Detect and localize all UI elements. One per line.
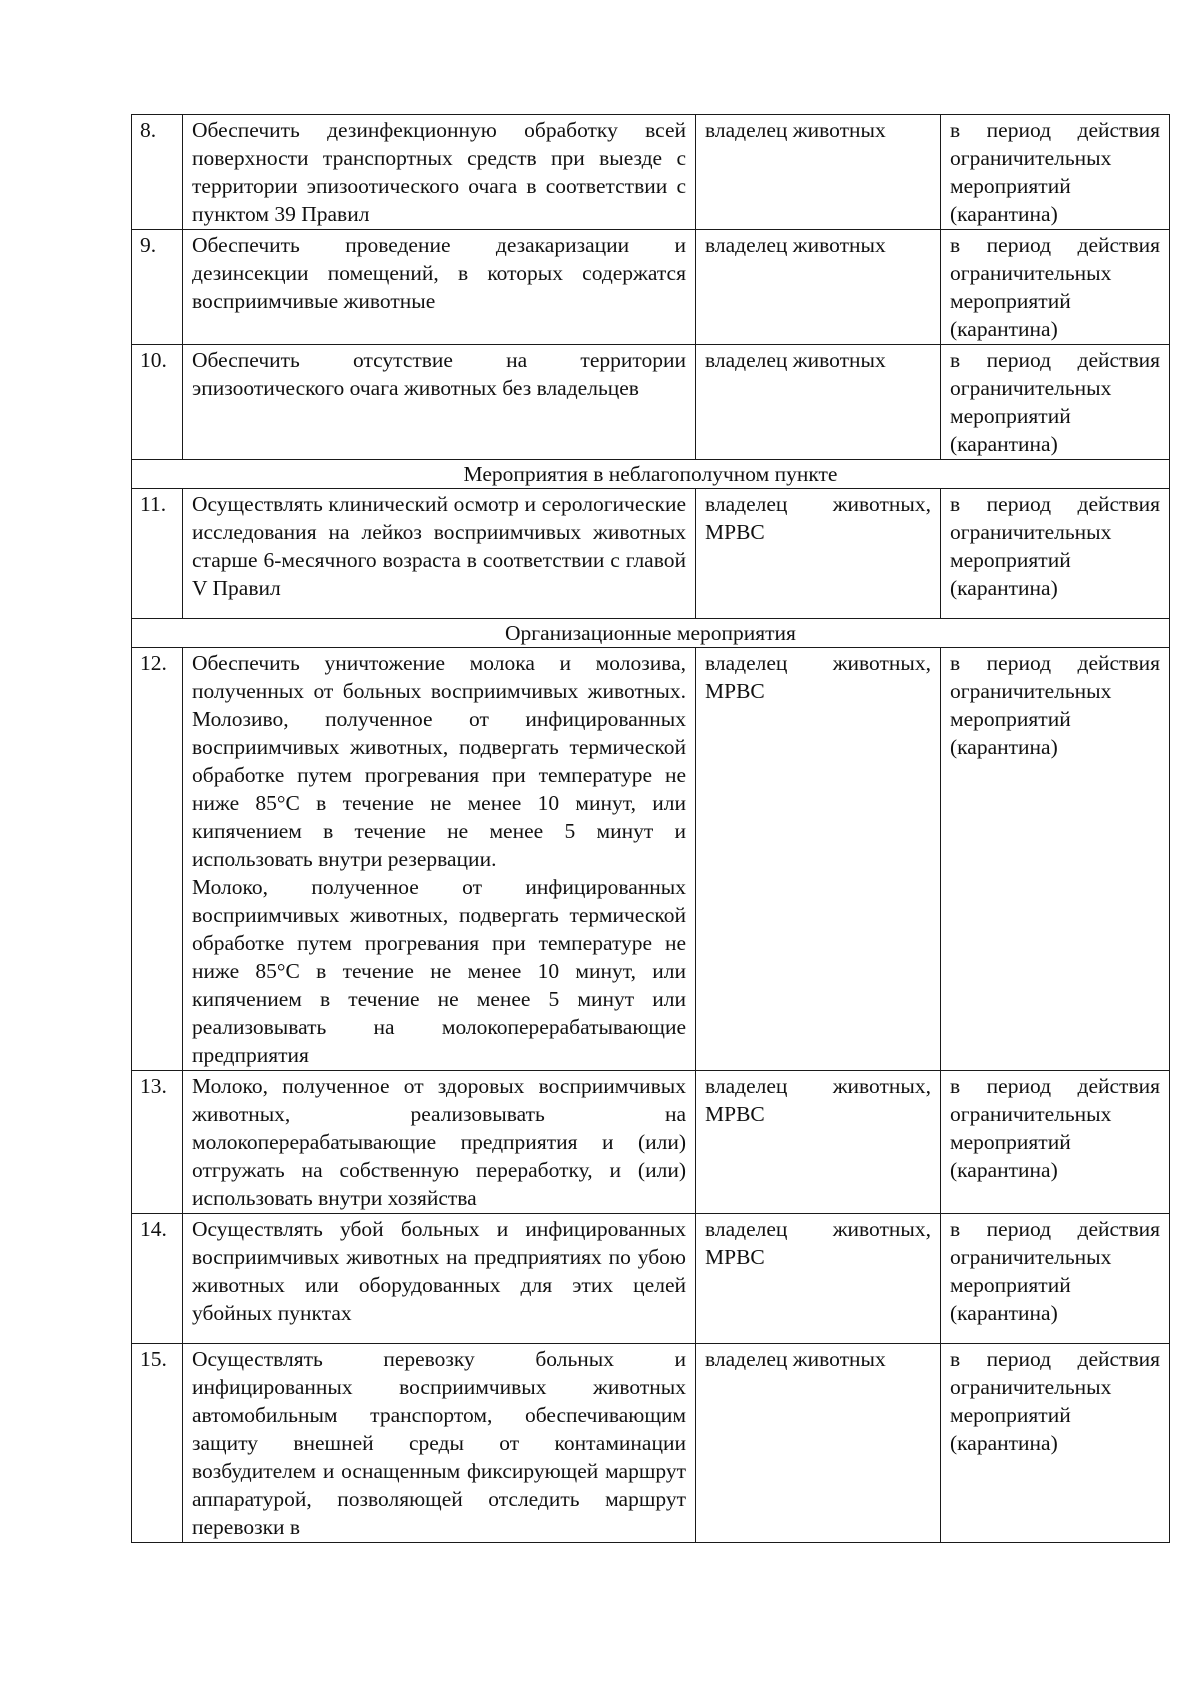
measure-description — [183, 1071, 696, 1214]
row-number: 9. — [132, 230, 183, 345]
section-title: Организационные мероприятия — [132, 619, 1170, 648]
measure-paragraph: Осуществлять клинический осмотр и серологические исследования на лейкоз восприимчивых животных старше 6-месячного возраста в соответствии с главой V Правил — [192, 492, 686, 600]
responsible-party: владелец животных, МРВС — [696, 1214, 941, 1344]
table-row — [132, 230, 1170, 345]
section-header-row — [132, 619, 1170, 648]
table-row — [132, 1214, 1170, 1344]
measure-description — [183, 230, 696, 345]
measure-paragraph: Обеспечить уничтожение молока и молозива, полученных от больных восприимчивых животных. Молозиво, полученное от инфицированных восприимчивых животных, подвергать термической обработке путем прогревания при температуре не ниже 85°С в течение не менее 10 минут, или кипячением в течение не менее 5 минут и использовать внутри резервации. — [192, 651, 686, 871]
table-row — [132, 345, 1170, 460]
execution-term: в период действия ограничительных мероприятий (карантина) — [941, 345, 1170, 460]
section-title: Мероприятия в неблагополучном пункте — [132, 460, 1170, 489]
execution-term: в период действия ограничительных мероприятий (карантина) — [941, 1214, 1170, 1344]
execution-term: в период действия ограничительных мероприятий (карантина) — [941, 230, 1170, 345]
measures-table — [131, 114, 1170, 1543]
row-number: 15. — [132, 1344, 183, 1543]
responsible-party: владелец животных, МРВС — [696, 648, 941, 1071]
table-row — [132, 489, 1170, 619]
row-number: 12. — [132, 648, 183, 1071]
measure-description — [183, 1344, 696, 1543]
measure-paragraph: Осуществлять перевозку больных и инфицированных восприимчивых животных автомобильным транспортом, обеспечивающим защиту внешней среды от контаминации возбудителем и оснащенным фиксирующей маршрут аппаратурой, позволяющей отследить маршрут перевозки в — [192, 1347, 686, 1539]
row-number: 13. — [132, 1071, 183, 1214]
table-row — [132, 1071, 1170, 1214]
measure-description — [183, 115, 696, 230]
row-number: 14. — [132, 1214, 183, 1344]
table-row — [132, 115, 1170, 230]
measure-paragraph: Молоко, полученное от здоровых восприимчивых животных, реализовывать на молокоперерабатывающие предприятия и (или) отгружать на собственную переработку, и (или) использовать внутри хозяйства — [192, 1074, 686, 1210]
responsible-party: владелец животных — [696, 115, 941, 230]
execution-term: в период действия ограничительных мероприятий (карантина) — [941, 115, 1170, 230]
measure-paragraph: Обеспечить проведение дезакаризации и дезинсекции помещений, в которых содержатся восприимчивые животные — [192, 233, 686, 313]
responsible-party: владелец животных — [696, 1344, 941, 1543]
section-header-row — [132, 460, 1170, 489]
execution-term: в период действия ограничительных мероприятий (карантина) — [941, 648, 1170, 1071]
measure-paragraph: Обеспечить отсутствие на территории эпизоотического очага животных без владельцев — [192, 348, 686, 400]
execution-term: в период действия ограничительных мероприятий (карантина) — [941, 1344, 1170, 1543]
row-number: 10. — [132, 345, 183, 460]
execution-term: в период действия ограничительных мероприятий (карантина) — [941, 1071, 1170, 1214]
row-number: 11. — [132, 489, 183, 619]
responsible-party: владелец животных, МРВС — [696, 1071, 941, 1214]
measure-description — [183, 648, 696, 1071]
measure-description — [183, 489, 696, 619]
measure-paragraph: Обеспечить дезинфекционную обработку всей поверхности транспортных средств при выезде с территории эпизоотического очага в соответствии с пунктом 39 Правил — [192, 118, 686, 226]
responsible-party: владелец животных — [696, 345, 941, 460]
table-row — [132, 648, 1170, 1071]
responsible-party: владелец животных — [696, 230, 941, 345]
table-row — [132, 1344, 1170, 1543]
measure-paragraph: Молоко, полученное от инфицированных восприимчивых животных, подвергать термической обработке путем прогревания при температуре не ниже 85°С в течение не менее 10 минут, или кипячением в течение не менее 5 минут или реализовывать на молокоперерабатывающие предприятия — [192, 875, 686, 1067]
measure-paragraph: Осуществлять убой больных и инфицированных восприимчивых животных на предприятиях по убою животных или оборудованных для этих целей убойных пунктах — [192, 1217, 686, 1325]
execution-term: в период действия ограничительных мероприятий (карантина) — [941, 489, 1170, 619]
row-number: 8. — [132, 115, 183, 230]
measure-description — [183, 345, 696, 460]
responsible-party: владелец животных, МРВС — [696, 489, 941, 619]
measure-description — [183, 1214, 696, 1344]
